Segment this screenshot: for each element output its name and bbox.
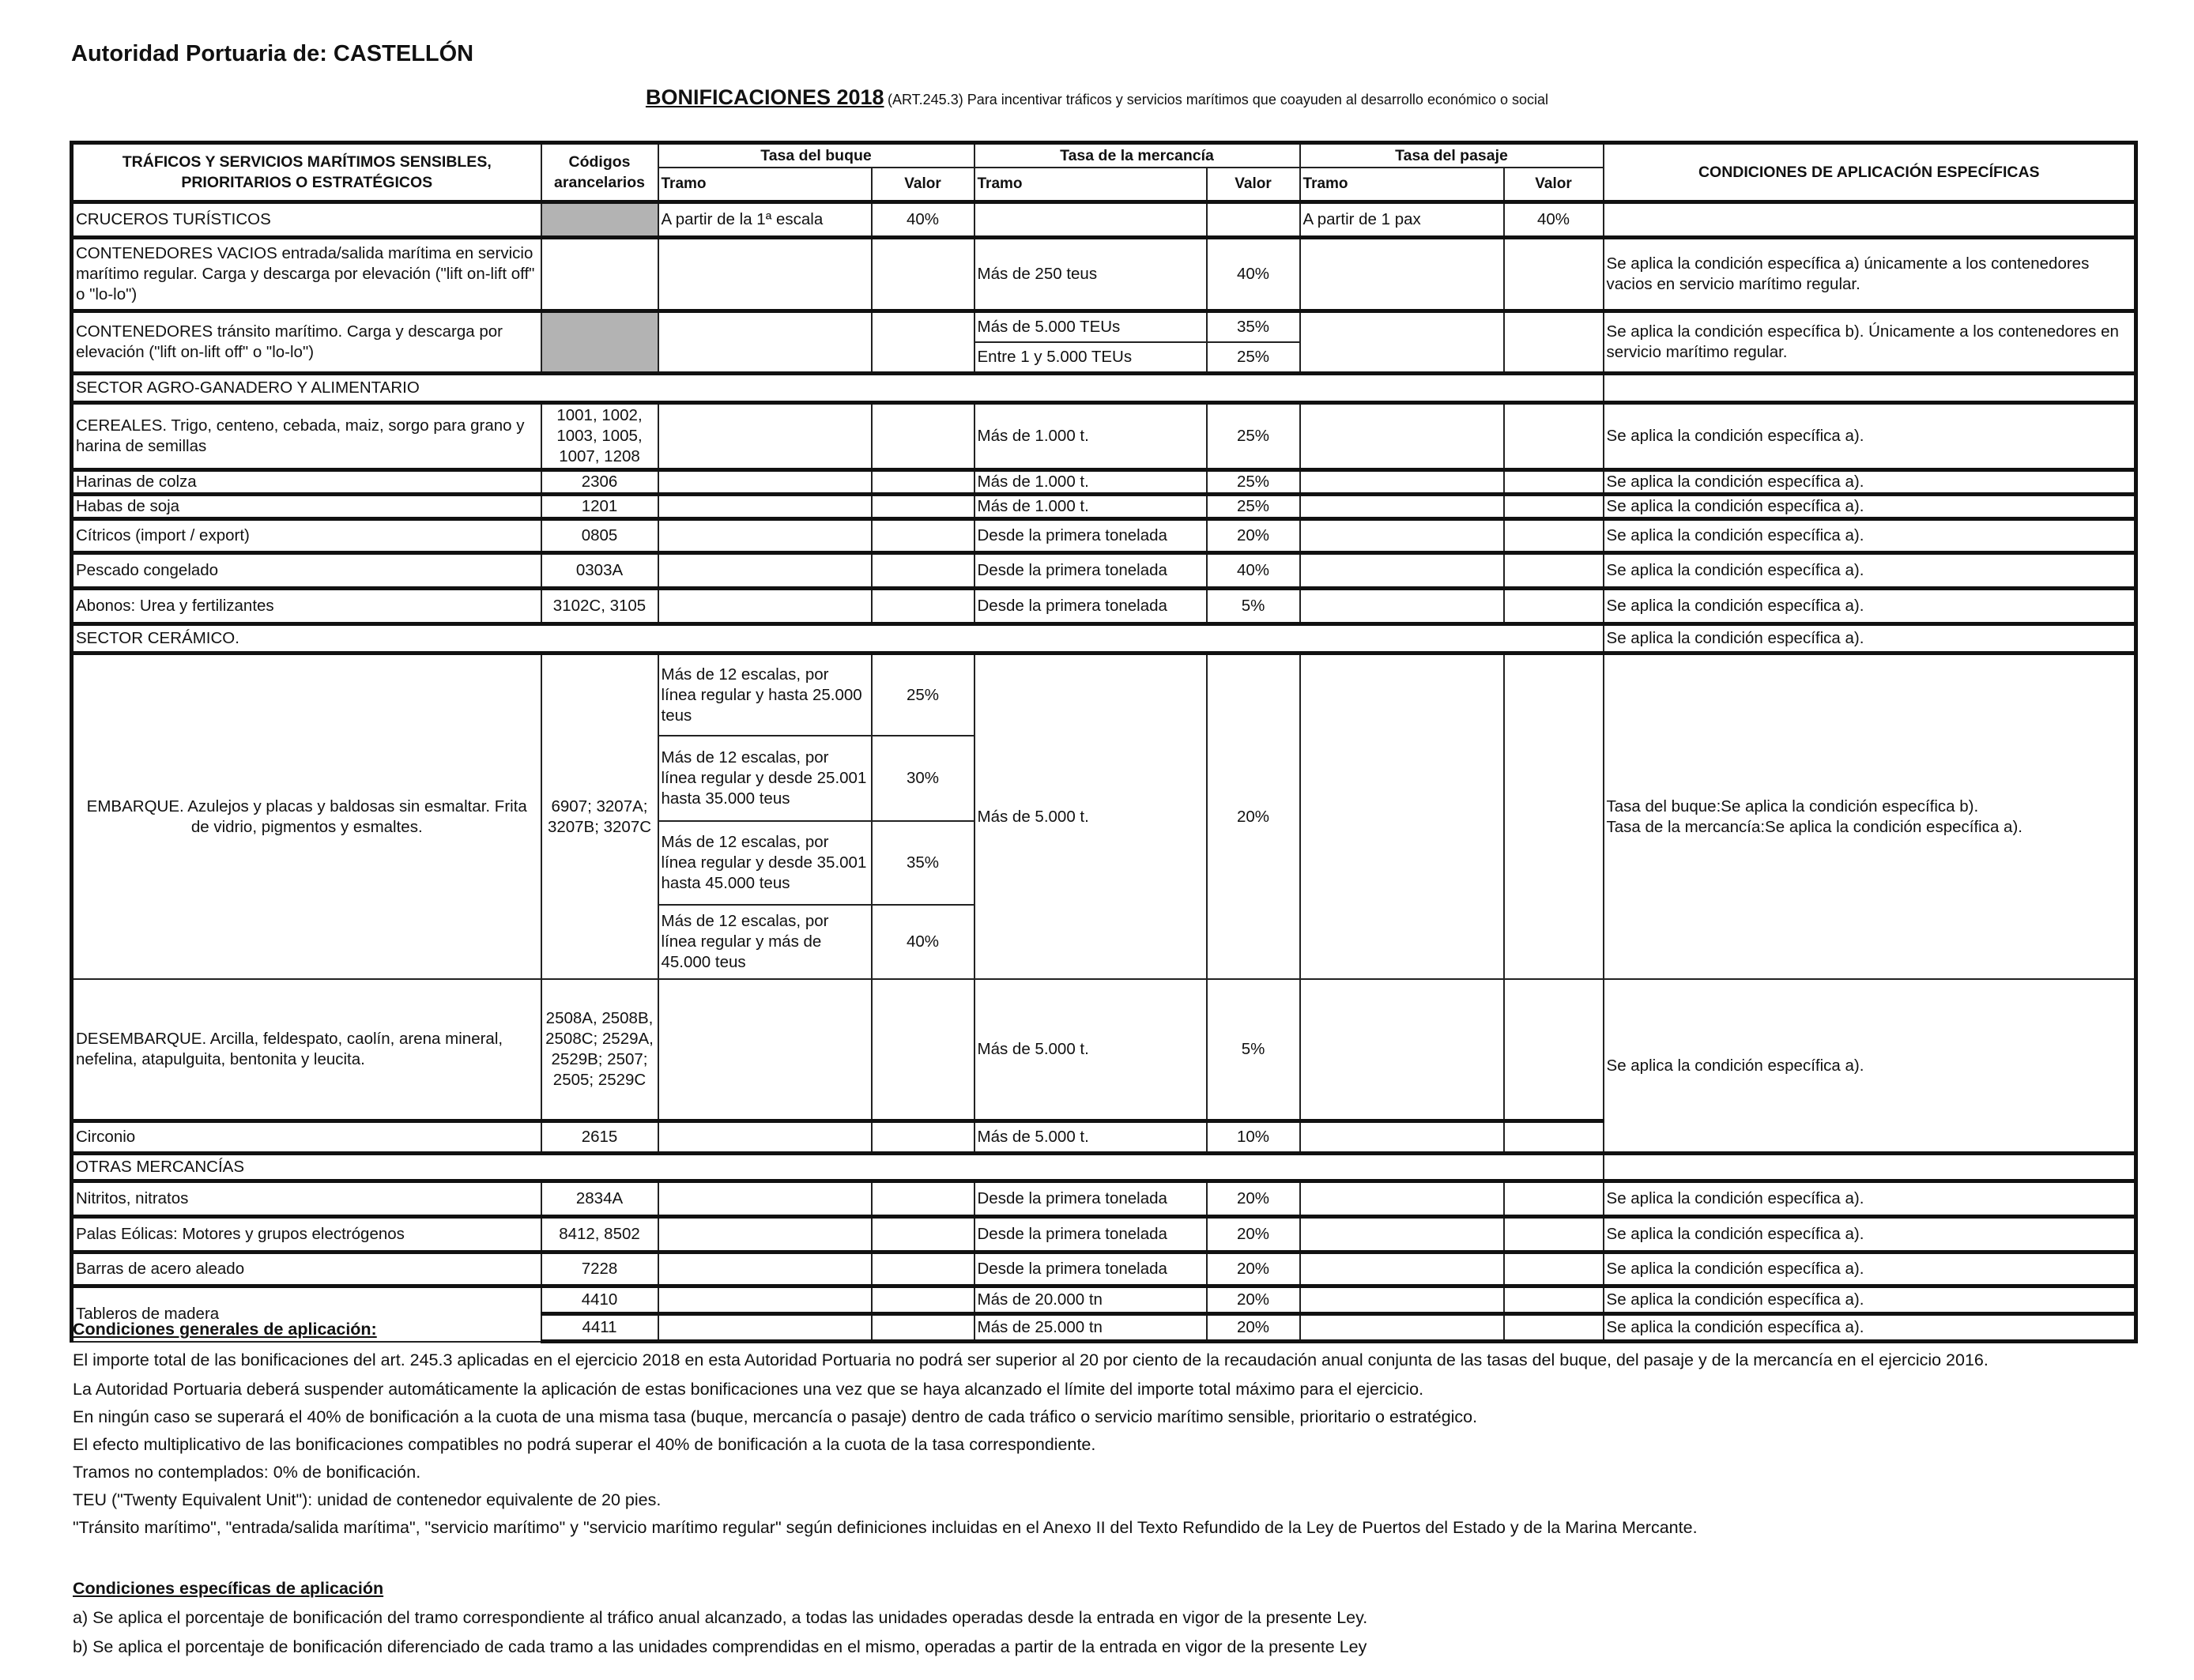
header-traffic: TRÁFICOS Y SERVICIOS MARÍTIMOS SENSIBLES, PRIORITARIOS O ESTRATÉGICOS bbox=[72, 143, 541, 202]
codes-cell: 1001, 1002, 1003, 1005, 1007, 1208 bbox=[541, 403, 658, 470]
ship-valor: 40% bbox=[872, 202, 974, 238]
goods-tramo: Entre 1 y 5.000 TEUs bbox=[974, 342, 1207, 374]
condition-cell: Se aplica la condición específica b). Únicamente a los contenedores en servicio marítimo regular. bbox=[1604, 311, 2136, 374]
subheader-ship-tramo: Tramo bbox=[658, 168, 872, 202]
codes-cell: 0303A bbox=[541, 553, 658, 589]
goods-valor: 25% bbox=[1207, 342, 1300, 374]
pax-valor bbox=[1504, 1217, 1604, 1252]
codes-cell: 4410 bbox=[541, 1286, 658, 1314]
ship-valor: 40% bbox=[872, 905, 974, 979]
general-condition-line: La Autoridad Portuaria deberá suspender automáticamente la aplicación de estas bonificaciones una vez que se haya alcanzado el límite del importe total máximo para el ejercicio. bbox=[73, 1380, 1424, 1399]
goods-tramo: Más de 1.000 t. bbox=[974, 495, 1207, 519]
goods-valor: 20% bbox=[1207, 1252, 1300, 1286]
condition-cell: Se aplica la condición específica a). bbox=[1604, 470, 2136, 495]
ship-valor bbox=[872, 311, 974, 374]
ship-valor bbox=[872, 1181, 974, 1217]
traffic-name: Cítricos (import / export) bbox=[72, 519, 541, 553]
codes-cell: 4411 bbox=[541, 1314, 658, 1342]
pax-tramo bbox=[1300, 1181, 1504, 1217]
traffic-name: Barras de acero aleado bbox=[72, 1252, 541, 1286]
goods-tramo: Más de 1.000 t. bbox=[974, 403, 1207, 470]
goods-tramo: Desde la primera tonelada bbox=[974, 1217, 1207, 1252]
condition-line: Tasa del buque:Se aplica la condición específica b). bbox=[1606, 797, 1979, 816]
codes-cell bbox=[541, 202, 658, 238]
condition-cell: Se aplica la condición específica a). bbox=[1604, 1181, 2136, 1217]
codes-cell: 0805 bbox=[541, 519, 658, 553]
traffic-name: Tableros de madera bbox=[72, 1286, 541, 1342]
header-codes: Códigos arancelarios bbox=[541, 143, 658, 202]
table-row bbox=[72, 495, 2136, 519]
header-passenger-fee: Tasa del pasaje bbox=[1300, 143, 1604, 168]
pax-valor bbox=[1504, 1181, 1604, 1217]
ship-valor: 35% bbox=[872, 821, 974, 905]
condition-line: Tasa de la mercancía:Se aplica la condición específica a). bbox=[1606, 817, 2022, 836]
ship-tramo bbox=[658, 495, 872, 519]
goods-tramo: Más de 5.000 t. bbox=[974, 979, 1207, 1121]
section-title: SECTOR CERÁMICO. bbox=[72, 624, 1604, 654]
ship-tramo bbox=[658, 1217, 872, 1252]
condition-cell: Se aplica la condición específica a). bbox=[1604, 495, 2136, 519]
section-title: OTRAS MERCANCÍAS bbox=[72, 1154, 1604, 1181]
ship-tramo: A partir de la 1ª escala bbox=[658, 202, 872, 238]
goods-tramo: Más de 250 teus bbox=[974, 238, 1207, 311]
condition-cell bbox=[1604, 654, 2136, 980]
ship-valor bbox=[872, 553, 974, 589]
pax-tramo bbox=[1300, 979, 1504, 1121]
pax-tramo: A partir de 1 pax bbox=[1300, 202, 1504, 238]
title-main: BONIFICACIONES 2018 bbox=[645, 85, 884, 109]
traffic-name: CONTENEDORES VACIOS entrada/salida marítima en servicio marítimo regular. Carga y descarga por elevación ("lift on-lift off" o "lo-lo") bbox=[72, 238, 541, 311]
table-row bbox=[72, 1217, 2136, 1252]
table-row bbox=[72, 519, 2136, 553]
traffic-name: CONTENEDORES tránsito marítimo. Carga y descarga por elevación ("lift on-lift off" o "lo-lo") bbox=[72, 311, 541, 374]
table-row bbox=[72, 311, 2136, 343]
header-conditions: CONDICIONES DE APLICACIÓN ESPECÍFICAS bbox=[1604, 143, 2136, 202]
table-row bbox=[72, 403, 2136, 470]
table-row bbox=[72, 654, 2136, 736]
pax-tramo bbox=[1300, 519, 1504, 553]
pax-valor bbox=[1504, 238, 1604, 311]
table-row bbox=[72, 238, 2136, 311]
ship-tramo bbox=[658, 1286, 872, 1314]
traffic-name: Nitritos, nitratos bbox=[72, 1181, 541, 1217]
condition-cell: Se aplica la condición específica a). bbox=[1604, 624, 2136, 654]
goods-valor: 5% bbox=[1207, 589, 1300, 624]
pax-tramo bbox=[1300, 403, 1504, 470]
condition-cell: Se aplica la condición específica a). bbox=[1604, 553, 2136, 589]
goods-tramo: Más de 5.000 t. bbox=[974, 654, 1207, 980]
pax-valor bbox=[1504, 553, 1604, 589]
ship-valor bbox=[872, 1217, 974, 1252]
ship-tramo bbox=[658, 519, 872, 553]
general-conditions-title: Condiciones generales de aplicación: bbox=[73, 1320, 377, 1339]
condition-cell bbox=[1604, 1154, 2136, 1181]
ship-tramo bbox=[658, 1181, 872, 1217]
table-row bbox=[72, 979, 2136, 1121]
pax-valor bbox=[1504, 1252, 1604, 1286]
codes-cell bbox=[541, 311, 658, 374]
pax-tramo bbox=[1300, 311, 1504, 374]
codes-cell bbox=[541, 238, 658, 311]
ship-valor bbox=[872, 589, 974, 624]
specific-condition-b: b) Se aplica el porcentaje de bonificación diferenciado de cada tramo a las unidades comprendidas en el mismo, operadas a partir de la entrada en vigor de la presente Ley bbox=[73, 1637, 1367, 1656]
condition-cell bbox=[1604, 374, 2136, 403]
pax-tramo bbox=[1300, 1286, 1504, 1314]
general-condition-line: En ningún caso se superará el 40% de bonificación a la cuota de una misma tasa (buque, mercancía o pasaje) dentro de cada tráfico o servicio marítimo sensible, prioritario o estratégico. bbox=[73, 1407, 1478, 1426]
table-row bbox=[72, 470, 2136, 495]
condition-cell: Se aplica la condición específica a). bbox=[1604, 1286, 2136, 1314]
pax-tramo bbox=[1300, 589, 1504, 624]
goods-valor: 20% bbox=[1207, 654, 1300, 980]
goods-valor: 20% bbox=[1207, 1217, 1300, 1252]
traffic-name: DESEMBARQUE. Arcilla, feldespato, caolín, arena mineral, nefelina, atapulguita, bentonita y leucita. bbox=[72, 979, 541, 1121]
pax-tramo bbox=[1300, 238, 1504, 311]
pax-tramo bbox=[1300, 1121, 1504, 1154]
condition-cell: Se aplica la condición específica a) únicamente a los contenedores vacios en servicio marítimo regular. bbox=[1604, 238, 2136, 311]
traffic-name: Palas Eólicas: Motores y grupos electrógenos bbox=[72, 1217, 541, 1252]
section-row bbox=[72, 624, 2136, 654]
subheader-goods-valor: Valor bbox=[1207, 168, 1300, 202]
traffic-name: Circonio bbox=[72, 1121, 541, 1154]
traffic-name: Abonos: Urea y fertilizantes bbox=[72, 589, 541, 624]
goods-tramo: Desde la primera tonelada bbox=[974, 1181, 1207, 1217]
goods-tramo: Más de 20.000 tn bbox=[974, 1286, 1207, 1314]
goods-tramo: Desde la primera tonelada bbox=[974, 553, 1207, 589]
traffic-name: EMBARQUE. Azulejos y placas y baldosas sin esmaltar. Frita de vidrio, pigmentos y esmaltes. bbox=[72, 654, 541, 980]
ship-valor: 30% bbox=[872, 736, 974, 821]
authority-title: Autoridad Portuaria de: CASTELLÓN bbox=[71, 41, 474, 66]
pax-tramo bbox=[1300, 495, 1504, 519]
traffic-name: Pescado congelado bbox=[72, 553, 541, 589]
ship-tramo bbox=[658, 238, 872, 311]
condition-cell: Se aplica la condición específica a). bbox=[1604, 979, 2136, 1154]
goods-valor: 40% bbox=[1207, 553, 1300, 589]
ship-valor bbox=[872, 1121, 974, 1154]
bonificaciones-table bbox=[70, 141, 2138, 1343]
ship-valor bbox=[872, 519, 974, 553]
pax-tramo bbox=[1300, 470, 1504, 495]
condition-cell: Se aplica la condición específica a). bbox=[1604, 589, 2136, 624]
general-condition-line: "Tránsito marítimo", "entrada/salida marítima", "servicio marítimo" y "servicio marítimo regular" según definiciones incluidas en el Anexo II del Texto Refundido de la Ley de Puertos del Estado y de la Marina Mercante. bbox=[73, 1518, 1698, 1537]
goods-tramo: Desde la primera tonelada bbox=[974, 589, 1207, 624]
goods-valor: 20% bbox=[1207, 1286, 1300, 1314]
general-condition-line: El efecto multiplicativo de las bonificaciones compatibles no podrá superar el 40% de bonificación a la cuota de la tasa correspondiente. bbox=[73, 1435, 1096, 1454]
ship-valor bbox=[872, 979, 974, 1121]
pax-tramo bbox=[1300, 1217, 1504, 1252]
specific-conditions-title: Condiciones específicas de aplicación bbox=[73, 1579, 384, 1598]
section-row bbox=[72, 374, 2136, 403]
header-ship-fee: Tasa del buque bbox=[658, 143, 974, 168]
specific-condition-a: a) Se aplica el porcentaje de bonificación del tramo correspondiente al tráfico anual alcanzado, a todas las unidades operadas desde la entrada en vigor de la presente Ley. bbox=[73, 1608, 1368, 1627]
ship-tramo bbox=[658, 589, 872, 624]
goods-tramo bbox=[974, 202, 1207, 238]
condition-cell: Se aplica la condición específica a). bbox=[1604, 1217, 2136, 1252]
general-condition-line: El importe total de las bonificaciones del art. 245.3 aplicadas en el ejercicio 2018 en esta Autoridad Portuaria no podrá ser superior al 20 por ciento de la recaudación anual conjunta de las tasas del buque, del pasaje y de la mercancía en el ejercicio 2016. bbox=[73, 1350, 1989, 1369]
goods-tramo: Más de 25.000 tn bbox=[974, 1314, 1207, 1342]
goods-valor: 35% bbox=[1207, 311, 1300, 343]
goods-tramo: Más de 1.000 t. bbox=[974, 470, 1207, 495]
goods-valor: 40% bbox=[1207, 238, 1300, 311]
pax-valor bbox=[1504, 589, 1604, 624]
ship-valor bbox=[872, 1286, 974, 1314]
subheader-pax-tramo: Tramo bbox=[1300, 168, 1504, 202]
table-row bbox=[72, 1286, 2136, 1314]
codes-cell: 8412, 8502 bbox=[541, 1217, 658, 1252]
pax-tramo bbox=[1300, 553, 1504, 589]
traffic-name: CRUCEROS TURÍSTICOS bbox=[72, 202, 541, 238]
goods-valor: 5% bbox=[1207, 979, 1300, 1121]
goods-valor: 20% bbox=[1207, 519, 1300, 553]
ship-valor: 25% bbox=[872, 654, 974, 736]
document-title bbox=[0, 85, 2194, 110]
subheader-pax-valor: Valor bbox=[1504, 168, 1604, 202]
condition-cell: Se aplica la condición específica a). bbox=[1604, 1252, 2136, 1286]
ship-valor bbox=[872, 495, 974, 519]
traffic-name: Habas de soja bbox=[72, 495, 541, 519]
ship-tramo bbox=[658, 470, 872, 495]
codes-cell: 2834A bbox=[541, 1181, 658, 1217]
table-row bbox=[72, 553, 2136, 589]
condition-cell: Se aplica la condición específica a). bbox=[1604, 1314, 2136, 1342]
ship-tramo bbox=[658, 553, 872, 589]
condition-cell bbox=[1604, 202, 2136, 238]
goods-tramo: Desde la primera tonelada bbox=[974, 519, 1207, 553]
goods-valor: 25% bbox=[1207, 470, 1300, 495]
pax-valor bbox=[1504, 1286, 1604, 1314]
goods-tramo: Desde la primera tonelada bbox=[974, 1252, 1207, 1286]
pax-valor bbox=[1504, 311, 1604, 374]
goods-valor bbox=[1207, 202, 1300, 238]
goods-tramo: Más de 5.000 t. bbox=[974, 1121, 1207, 1154]
codes-cell: 2508A, 2508B, 2508C; 2529A, 2529B; 2507; 2505; 2529C bbox=[541, 979, 658, 1121]
ship-tramo: Más de 12 escalas, por línea regular y hasta 25.000 teus bbox=[658, 654, 872, 736]
ship-tramo bbox=[658, 1252, 872, 1286]
pax-valor bbox=[1504, 403, 1604, 470]
ship-valor bbox=[872, 403, 974, 470]
ship-tramo bbox=[658, 403, 872, 470]
codes-cell: 2306 bbox=[541, 470, 658, 495]
condition-cell: Se aplica la condición específica a). bbox=[1604, 403, 2136, 470]
header-row bbox=[72, 143, 2136, 168]
goods-valor: 20% bbox=[1207, 1181, 1300, 1217]
conditions-notes bbox=[73, 1320, 2159, 1657]
condition-cell: Se aplica la condición específica a). bbox=[1604, 519, 2136, 553]
traffic-name: Harinas de colza bbox=[72, 470, 541, 495]
pax-valor bbox=[1504, 495, 1604, 519]
pax-valor bbox=[1504, 979, 1604, 1121]
goods-valor: 25% bbox=[1207, 403, 1300, 470]
goods-valor: 20% bbox=[1207, 1314, 1300, 1342]
ship-tramo: Más de 12 escalas, por línea regular y más de 45.000 teus bbox=[658, 905, 872, 979]
codes-cell: 3102C, 3105 bbox=[541, 589, 658, 624]
table-row bbox=[72, 1181, 2136, 1217]
codes-cell: 7228 bbox=[541, 1252, 658, 1286]
ship-valor bbox=[872, 1252, 974, 1286]
subheader-ship-valor: Valor bbox=[872, 168, 974, 202]
table-row bbox=[72, 202, 2136, 238]
pax-valor bbox=[1504, 654, 1604, 980]
pax-valor bbox=[1504, 519, 1604, 553]
codes-cell: 2615 bbox=[541, 1121, 658, 1154]
pax-valor: 40% bbox=[1504, 202, 1604, 238]
traffic-name: CEREALES. Trigo, centeno, cebada, maiz, sorgo para grano y harina de semillas bbox=[72, 403, 541, 470]
ship-tramo: Más de 12 escalas, por línea regular y desde 25.001 hasta 35.000 teus bbox=[658, 736, 872, 821]
goods-tramo: Más de 5.000 TEUs bbox=[974, 311, 1207, 343]
title-subtitle: (ART.245.3) Para incentivar tráficos y servicios marítimos que coayuden al desarrollo económico o social bbox=[887, 92, 1549, 107]
ship-tramo bbox=[658, 1121, 872, 1154]
codes-cell: 1201 bbox=[541, 495, 658, 519]
general-condition-line: TEU ("Twenty Equivalent Unit"): unidad de contenedor equivalente de 20 pies. bbox=[73, 1490, 662, 1509]
ship-tramo bbox=[658, 311, 872, 374]
section-title: SECTOR AGRO-GANADERO Y ALIMENTARIO bbox=[72, 374, 1604, 403]
pax-valor bbox=[1504, 1121, 1604, 1154]
goods-valor: 10% bbox=[1207, 1121, 1300, 1154]
codes-cell: 6907; 3207A; 3207B; 3207C bbox=[541, 654, 658, 980]
header-goods-fee: Tasa de la mercancía bbox=[974, 143, 1300, 168]
table-row bbox=[72, 589, 2136, 624]
subheader-goods-tramo: Tramo bbox=[974, 168, 1207, 202]
pax-valor bbox=[1504, 470, 1604, 495]
ship-valor bbox=[872, 470, 974, 495]
section-row bbox=[72, 1154, 2136, 1181]
ship-tramo bbox=[658, 979, 872, 1121]
table-row bbox=[72, 1252, 2136, 1286]
goods-valor: 25% bbox=[1207, 495, 1300, 519]
pax-tramo bbox=[1300, 654, 1504, 980]
ship-tramo: Más de 12 escalas, por línea regular y desde 35.001 hasta 45.000 teus bbox=[658, 821, 872, 905]
pax-tramo bbox=[1300, 1252, 1504, 1286]
ship-valor bbox=[872, 238, 974, 311]
general-condition-line: Tramos no contemplados: 0% de bonificación. bbox=[73, 1463, 421, 1482]
